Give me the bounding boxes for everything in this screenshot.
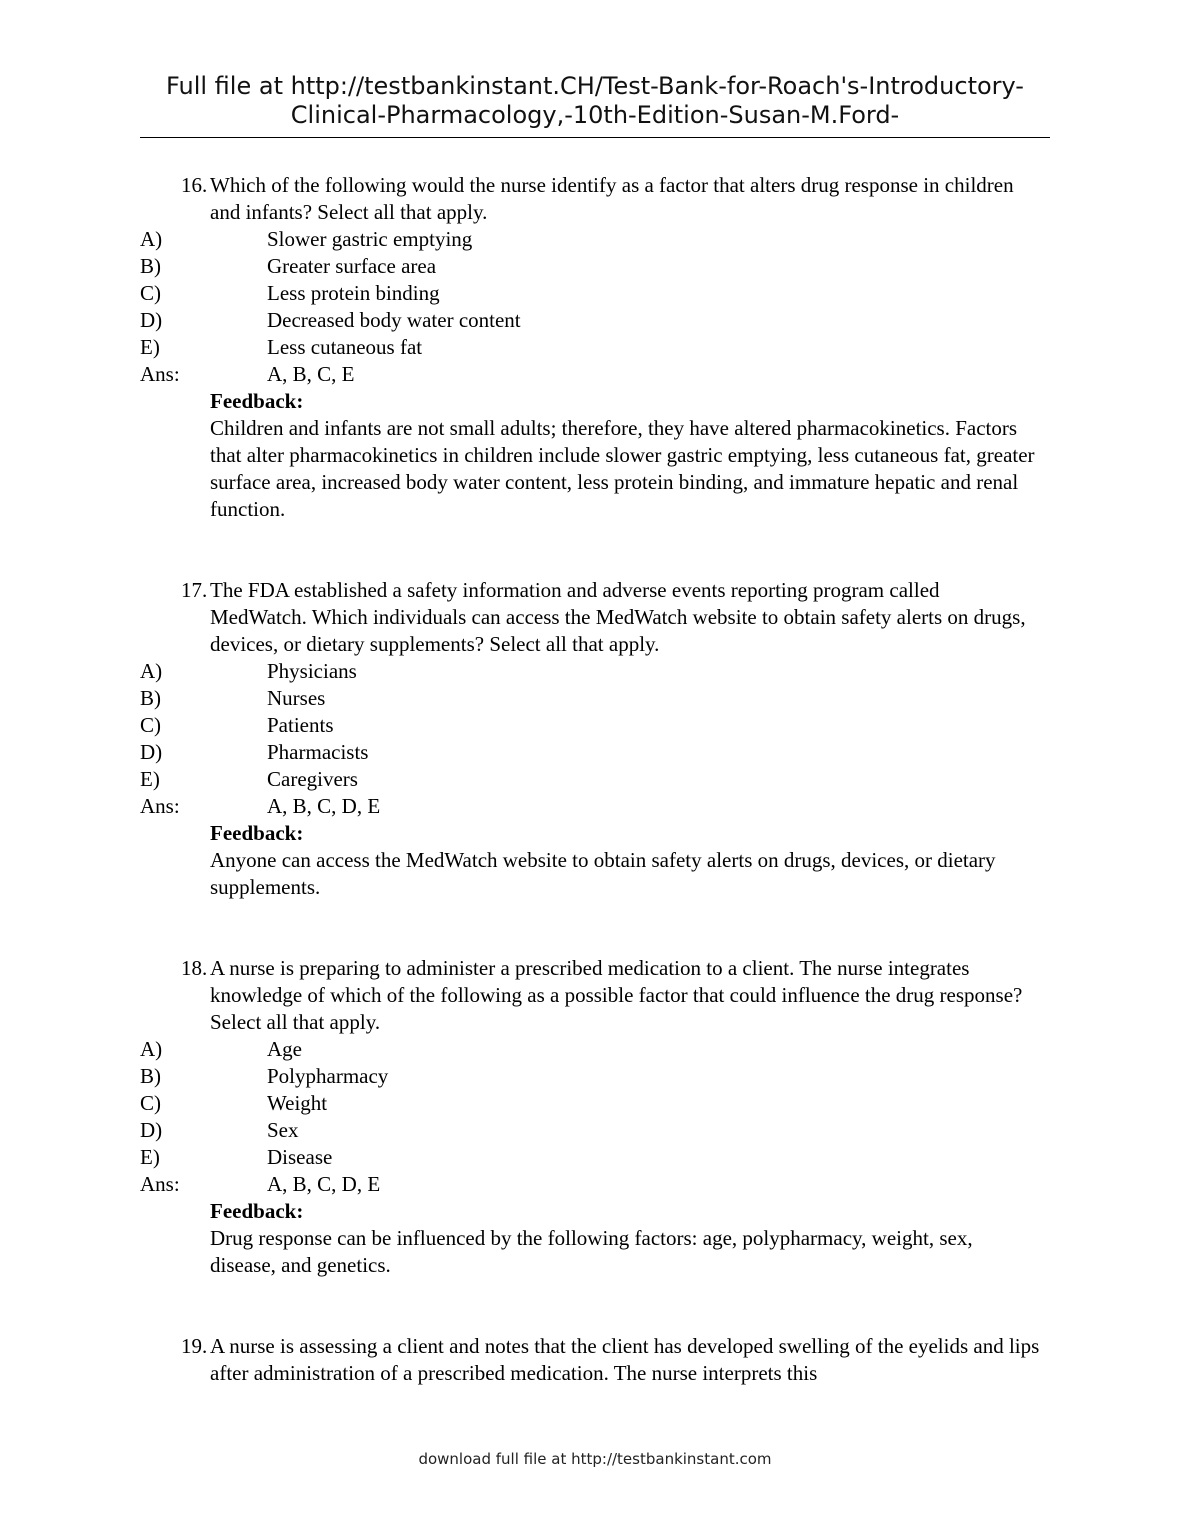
feedback-text: Anyone can access the MedWatch website to obtain safety alerts on drugs, devices, or dietary supplements. — [210, 848, 996, 899]
answer-value: A, B, C, E — [267, 362, 355, 386]
option-text: Weight — [267, 1091, 328, 1115]
option-label: E) — [140, 1145, 160, 1169]
question-stem — [140, 955, 1040, 1036]
option-text: Decreased body water content — [267, 308, 521, 332]
option-b — [140, 1063, 1040, 1090]
question-number: 17. — [181, 578, 208, 602]
feedback-text: Children and infants are not small adults; therefore, they have altered pharmacokinetics. Factors that alter pharmacokinetics in children include slower gastric emptying, less cutaneous fat, greater surface area, increased body water content, less protein binding, and immature hepatic and renal function. — [210, 416, 1035, 521]
answer-label: Ans: — [140, 1172, 180, 1196]
answer-value: A, B, C, D, E — [267, 794, 381, 818]
question-list — [140, 172, 1040, 1441]
option-label: C) — [140, 713, 161, 737]
option-label: B) — [140, 254, 161, 278]
option-label: D) — [140, 1118, 163, 1142]
option-label: B) — [140, 1064, 161, 1088]
answer-row — [140, 1171, 1040, 1198]
option-b — [140, 685, 1040, 712]
option-text: Pharmacists — [267, 740, 369, 764]
option-d — [140, 307, 1040, 334]
option-label: A) — [140, 227, 163, 251]
option-text: Less cutaneous fat — [267, 335, 423, 359]
option-a — [140, 1036, 1040, 1063]
question-stem — [140, 172, 1040, 226]
option-text: Less protein binding — [267, 281, 440, 305]
option-label: E) — [140, 335, 160, 359]
feedback-label: Feedback: — [210, 821, 304, 845]
answer-label: Ans: — [140, 362, 180, 386]
question-stem — [140, 1333, 1040, 1387]
question-text: Which of the following would the nurse identify as a factor that alters drug response in children and infants? Select all that apply. — [210, 173, 1014, 224]
option-text: Nurses — [267, 686, 326, 710]
option-label: B) — [140, 686, 161, 710]
question-text: The FDA established a safety information and adverse events reporting program called MedWatch. Which individuals can access the MedWatch website to obtain safety alerts on drugs, devices, or dietary supplements? Select all that apply. — [210, 578, 1026, 656]
option-label: A) — [140, 659, 163, 683]
option-label: C) — [140, 281, 161, 305]
question-19 — [140, 1333, 1040, 1387]
option-text: Polypharmacy — [267, 1064, 389, 1088]
option-e — [140, 1144, 1040, 1171]
option-c — [140, 1090, 1040, 1117]
option-c — [140, 712, 1040, 739]
option-label: D) — [140, 740, 163, 764]
answer-row — [140, 793, 1040, 820]
header-line-1: Full file at http://testbankinstant.CH/Test-Bank-for-Roach's-Introductory- — [166, 72, 1024, 100]
question-16 — [140, 172, 1040, 523]
option-text: Physicians — [267, 659, 357, 683]
option-d — [140, 1117, 1040, 1144]
question-text: A nurse is preparing to administer a prescribed medication to a client. The nurse integrates knowledge of which of the following as a possible factor that could influence the drug response? Select all that apply. — [210, 956, 1023, 1034]
option-d — [140, 739, 1040, 766]
option-label: D) — [140, 308, 163, 332]
option-label: A) — [140, 1037, 163, 1061]
option-text: Disease — [267, 1145, 333, 1169]
question-number: 18. — [181, 956, 208, 980]
answer-label: Ans: — [140, 794, 180, 818]
option-label: E) — [140, 767, 160, 791]
option-text: Patients — [267, 713, 334, 737]
feedback-label: Feedback: — [210, 389, 304, 413]
option-text: Slower gastric emptying — [267, 227, 473, 251]
question-number: 19. — [181, 1334, 208, 1358]
option-text: Greater surface area — [267, 254, 437, 278]
option-text: Age — [267, 1037, 302, 1061]
question-number: 16. — [181, 173, 208, 197]
option-a — [140, 658, 1040, 685]
question-stem — [140, 577, 1040, 658]
question-17 — [140, 577, 1040, 901]
option-label: C) — [140, 1091, 161, 1115]
option-b — [140, 253, 1040, 280]
option-c — [140, 280, 1040, 307]
option-text: Sex — [267, 1118, 299, 1142]
feedback-text: Drug response can be influenced by the following factors: age, polypharmacy, weight, sex, disease, and genetics. — [210, 1226, 973, 1277]
question-18 — [140, 955, 1040, 1279]
header-line-2: Clinical-Pharmacology,-10th-Edition-Susan-M.Ford- — [290, 101, 900, 129]
option-text: Caregivers — [267, 767, 358, 791]
option-a — [140, 226, 1040, 253]
page-footer: download full file at http://testbankinstant.com — [418, 1450, 772, 1468]
page-header — [140, 72, 1050, 138]
option-e — [140, 334, 1040, 361]
question-text: A nurse is assessing a client and notes that the client has developed swelling of the eyelids and lips after administration of a prescribed medication. The nurse interprets this — [210, 1334, 1040, 1385]
answer-row — [140, 361, 1040, 388]
answer-value: A, B, C, D, E — [267, 1172, 381, 1196]
feedback-label: Feedback: — [210, 1199, 304, 1223]
option-e — [140, 766, 1040, 793]
